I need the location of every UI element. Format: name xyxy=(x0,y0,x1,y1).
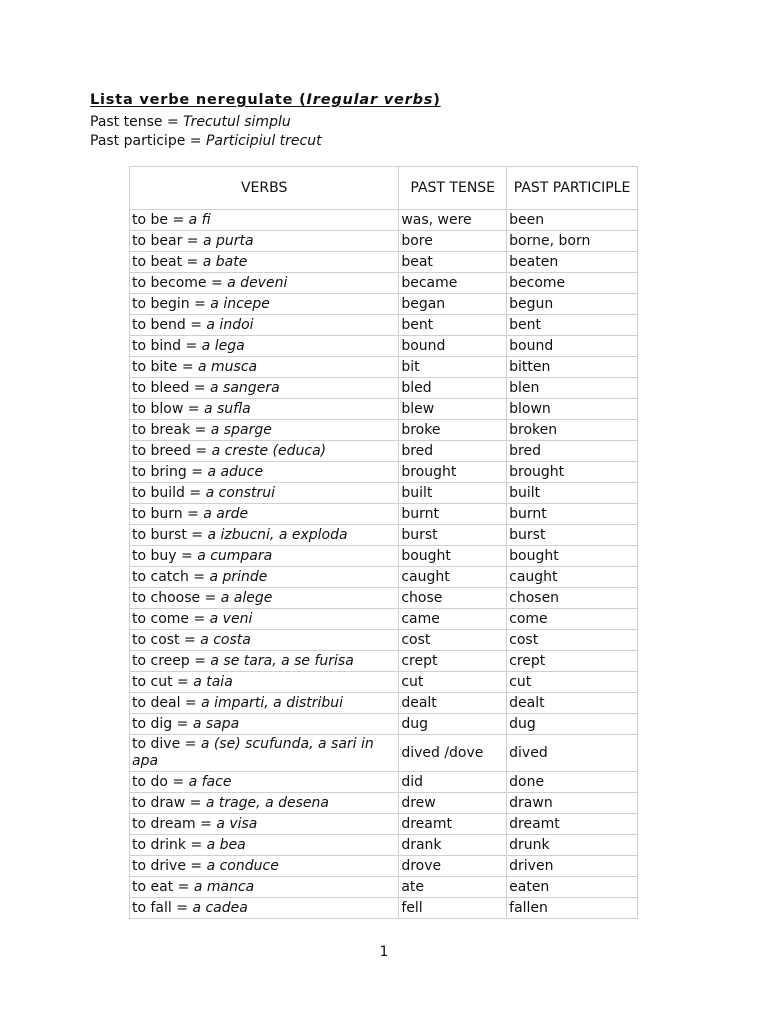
verb-cell xyxy=(130,525,399,546)
past-participle-cell: chosen xyxy=(507,588,638,609)
table-row xyxy=(130,814,638,835)
table-row xyxy=(130,546,638,567)
verb-translation: a visa xyxy=(216,815,258,832)
verb-cell xyxy=(130,735,399,772)
verb-infinitive: to bleed = xyxy=(132,379,211,396)
verb-cell xyxy=(130,252,399,273)
verb-translation: a alege xyxy=(220,589,273,606)
verb-translation: a sapa xyxy=(192,715,240,732)
past-participle-cell: fallen xyxy=(507,898,638,919)
title-italic: Iregular verbs xyxy=(306,92,434,108)
table-row xyxy=(130,399,638,420)
past-tense-cell: broke xyxy=(399,420,507,441)
past-participle-cell: dreamt xyxy=(507,814,638,835)
verb-infinitive: to dream = xyxy=(132,815,217,832)
table-row xyxy=(130,420,638,441)
past-participle-cell: done xyxy=(507,772,638,793)
verb-cell xyxy=(130,441,399,462)
verb-translation: a face xyxy=(188,773,232,790)
verb-translation: a bate xyxy=(202,253,248,270)
verb-infinitive: to dig = xyxy=(132,715,193,732)
verb-cell xyxy=(130,588,399,609)
verb-infinitive: to break = xyxy=(132,421,211,438)
verb-infinitive: to buy = xyxy=(132,547,198,564)
verb-infinitive: to come = xyxy=(132,610,210,627)
verb-cell xyxy=(130,546,399,567)
verb-translation: a bea xyxy=(206,836,246,853)
title-suffix: ) xyxy=(433,92,441,108)
past-tense-cell: dealt xyxy=(399,693,507,714)
past-tense-cell: fell xyxy=(399,898,507,919)
past-tense-cell: burst xyxy=(399,525,507,546)
verb-translation: a costa xyxy=(200,631,251,648)
verb-translation: a taia xyxy=(193,673,233,690)
verb-infinitive: to bend = xyxy=(132,316,207,333)
verb-cell xyxy=(130,315,399,336)
verb-cell xyxy=(130,693,399,714)
verb-translation: a purta xyxy=(202,232,254,249)
past-tense-cell: bit xyxy=(399,357,507,378)
past-tense-cell: dug xyxy=(399,714,507,735)
verb-translation: a cumpara xyxy=(197,547,273,564)
verb-translation: a indoi xyxy=(206,316,254,333)
verb-translation: a cadea xyxy=(192,899,248,916)
past-participle-cell: become xyxy=(507,273,638,294)
past-participle-label: Past participe = xyxy=(90,133,206,149)
table-row xyxy=(130,651,638,672)
past-participle-cell: caught xyxy=(507,567,638,588)
verb-cell xyxy=(130,793,399,814)
past-tense-definition xyxy=(90,114,291,130)
table-row xyxy=(130,693,638,714)
table-row xyxy=(130,567,638,588)
past-participle-translation: Participiul trecut xyxy=(205,133,322,149)
past-participle-cell: cut xyxy=(507,672,638,693)
table-row xyxy=(130,735,638,772)
past-participle-cell: burnt xyxy=(507,504,638,525)
verb-infinitive: to cost = xyxy=(132,631,201,648)
verb-translation: a creste (educa) xyxy=(211,442,327,459)
past-tense-cell: bought xyxy=(399,546,507,567)
table-row xyxy=(130,441,638,462)
verb-translation: a imparti, a distribui xyxy=(201,694,344,711)
past-participle-cell: broken xyxy=(507,420,638,441)
past-tense-cell: was, were xyxy=(399,210,507,231)
verb-infinitive: to creep = xyxy=(132,652,211,669)
verb-infinitive: to begin = xyxy=(132,295,211,312)
verb-infinitive: to do = xyxy=(132,773,189,790)
past-tense-cell: dreamt xyxy=(399,814,507,835)
verb-cell xyxy=(130,630,399,651)
verb-infinitive: to burst = xyxy=(132,526,208,543)
table-row xyxy=(130,525,638,546)
past-tense-translation: Trecutul simplu xyxy=(183,114,291,130)
verb-translation: a construi xyxy=(205,484,276,501)
verb-translation: a (se) scufunda, a sari in apa xyxy=(132,736,374,769)
past-tense-cell: bred xyxy=(399,441,507,462)
table-row xyxy=(130,315,638,336)
verb-translation: a arde xyxy=(203,505,249,522)
past-tense-cell: drove xyxy=(399,856,507,877)
past-participle-cell: crept xyxy=(507,651,638,672)
past-participle-cell: begun xyxy=(507,294,638,315)
past-participle-cell: bent xyxy=(507,315,638,336)
verb-translation: a deveni xyxy=(227,274,288,291)
verb-cell xyxy=(130,651,399,672)
past-tense-cell: blew xyxy=(399,399,507,420)
verb-translation: a manca xyxy=(193,878,255,895)
header-verbs: VERBS xyxy=(130,167,399,210)
past-participle-cell: been xyxy=(507,210,638,231)
verb-cell xyxy=(130,273,399,294)
verb-translation: a aduce xyxy=(207,463,264,480)
verb-infinitive: to cut = xyxy=(132,673,194,690)
past-tense-cell: crept xyxy=(399,651,507,672)
past-tense-cell: burnt xyxy=(399,504,507,525)
verb-cell xyxy=(130,672,399,693)
verb-cell xyxy=(130,210,399,231)
verb-translation: a fi xyxy=(188,211,211,228)
past-tense-cell: ate xyxy=(399,877,507,898)
past-participle-cell: come xyxy=(507,609,638,630)
verb-infinitive: to breed = xyxy=(132,442,212,459)
table-row xyxy=(130,231,638,252)
verb-infinitive: to blow = xyxy=(132,400,204,417)
verb-infinitive: to bear = xyxy=(132,232,203,249)
verb-infinitive: to choose = xyxy=(132,589,221,606)
verb-infinitive: to dive = xyxy=(132,736,201,752)
page-number: 1 xyxy=(379,944,389,960)
verb-infinitive: to draw = xyxy=(132,794,206,811)
past-tense-cell: beat xyxy=(399,252,507,273)
past-participle-cell: dealt xyxy=(507,693,638,714)
verb-cell xyxy=(130,483,399,504)
past-participle-cell: blown xyxy=(507,399,638,420)
past-participle-cell: eaten xyxy=(507,877,638,898)
verb-cell xyxy=(130,835,399,856)
table-row xyxy=(130,357,638,378)
table-row xyxy=(130,210,638,231)
verb-translation: a veni xyxy=(209,610,253,627)
table-row xyxy=(130,630,638,651)
past-participle-cell: driven xyxy=(507,856,638,877)
past-tense-cell: drew xyxy=(399,793,507,814)
verb-translation: a incepe xyxy=(210,295,270,312)
table-row xyxy=(130,378,638,399)
past-participle-cell: drawn xyxy=(507,793,638,814)
past-participle-cell: dived xyxy=(507,735,638,772)
verb-cell xyxy=(130,772,399,793)
past-tense-cell: drank xyxy=(399,835,507,856)
verb-translation: a sufla xyxy=(203,400,251,417)
past-tense-cell: bore xyxy=(399,231,507,252)
table-row xyxy=(130,252,638,273)
past-participle-cell: dug xyxy=(507,714,638,735)
table-row xyxy=(130,273,638,294)
past-participle-cell: cost xyxy=(507,630,638,651)
table-row xyxy=(130,835,638,856)
verb-infinitive: to deal = xyxy=(132,694,202,711)
verb-cell xyxy=(130,898,399,919)
past-tense-cell: built xyxy=(399,483,507,504)
table-row xyxy=(130,609,638,630)
verb-translation: a musca xyxy=(198,358,258,375)
past-tense-cell: brought xyxy=(399,462,507,483)
verb-infinitive: to drink = xyxy=(132,836,207,853)
verb-cell xyxy=(130,462,399,483)
past-participle-cell: bound xyxy=(507,336,638,357)
verb-translation: a izbucni, a exploda xyxy=(207,526,348,543)
past-tense-label: Past tense = xyxy=(90,114,184,130)
past-participle-cell: brought xyxy=(507,462,638,483)
verb-cell xyxy=(130,814,399,835)
past-participle-cell: bitten xyxy=(507,357,638,378)
verb-cell xyxy=(130,420,399,441)
past-tense-cell: cost xyxy=(399,630,507,651)
verb-cell xyxy=(130,294,399,315)
table-row xyxy=(130,483,638,504)
table-row xyxy=(130,856,638,877)
verb-cell xyxy=(130,877,399,898)
past-participle-cell: borne, born xyxy=(507,231,638,252)
verb-cell xyxy=(130,567,399,588)
past-tense-cell: chose xyxy=(399,588,507,609)
document-title xyxy=(90,92,441,108)
past-tense-cell: became xyxy=(399,273,507,294)
past-participle-cell: blen xyxy=(507,378,638,399)
verb-translation: a prinde xyxy=(209,568,268,585)
table-row xyxy=(130,336,638,357)
verb-infinitive: to drive = xyxy=(132,857,207,874)
verb-infinitive: to be = xyxy=(132,211,189,228)
verb-translation: a trage, a desena xyxy=(205,794,329,811)
verb-infinitive: to eat = xyxy=(132,878,194,895)
table-row xyxy=(130,877,638,898)
header-past-tense: PAST TENSE xyxy=(399,167,507,210)
verb-translation: a sangera xyxy=(210,379,280,396)
verb-cell xyxy=(130,231,399,252)
table-row xyxy=(130,462,638,483)
past-tense-cell: bound xyxy=(399,336,507,357)
table-row xyxy=(130,504,638,525)
past-tense-cell: came xyxy=(399,609,507,630)
header-past-participle: PAST PARTICIPLE xyxy=(507,167,638,210)
verb-cell xyxy=(130,399,399,420)
past-tense-cell: cut xyxy=(399,672,507,693)
past-tense-cell: began xyxy=(399,294,507,315)
verb-cell xyxy=(130,714,399,735)
past-tense-cell: caught xyxy=(399,567,507,588)
verb-infinitive: to fall = xyxy=(132,899,193,916)
table-row xyxy=(130,772,638,793)
verb-infinitive: to bite = xyxy=(132,358,199,375)
title-prefix: Lista verbe neregulate ( xyxy=(90,92,307,108)
verb-cell xyxy=(130,336,399,357)
verb-translation: a conduce xyxy=(206,857,279,874)
table-row xyxy=(130,793,638,814)
past-participle-cell: beaten xyxy=(507,252,638,273)
table-row xyxy=(130,714,638,735)
past-participle-cell: bred xyxy=(507,441,638,462)
verb-cell xyxy=(130,609,399,630)
table-row xyxy=(130,294,638,315)
verb-cell xyxy=(130,504,399,525)
verb-infinitive: to beat = xyxy=(132,253,203,270)
table-row xyxy=(130,672,638,693)
past-tense-cell: dived /dove xyxy=(399,735,507,772)
past-tense-cell: bent xyxy=(399,315,507,336)
past-participle-definition xyxy=(90,133,322,149)
verb-translation: a sparge xyxy=(210,421,272,438)
table-header-row xyxy=(130,167,638,210)
past-participle-cell: drunk xyxy=(507,835,638,856)
past-participle-cell: burst xyxy=(507,525,638,546)
verb-infinitive: to become = xyxy=(132,274,228,291)
verb-infinitive: to bring = xyxy=(132,463,208,480)
verb-infinitive: to bind = xyxy=(132,337,202,354)
verb-cell xyxy=(130,378,399,399)
verb-cell xyxy=(130,357,399,378)
past-participle-cell: bought xyxy=(507,546,638,567)
verb-infinitive: to build = xyxy=(132,484,206,501)
irregular-verbs-table xyxy=(129,166,638,919)
past-tense-cell: bled xyxy=(399,378,507,399)
verb-cell xyxy=(130,856,399,877)
table-body xyxy=(130,210,638,919)
past-participle-cell: built xyxy=(507,483,638,504)
table-row xyxy=(130,588,638,609)
past-tense-cell: did xyxy=(399,772,507,793)
verb-infinitive: to burn = xyxy=(132,505,204,522)
verb-translation: a lega xyxy=(201,337,245,354)
verb-translation: a se tara, a se furisa xyxy=(210,652,354,669)
table-row xyxy=(130,898,638,919)
verb-infinitive: to catch = xyxy=(132,568,210,585)
